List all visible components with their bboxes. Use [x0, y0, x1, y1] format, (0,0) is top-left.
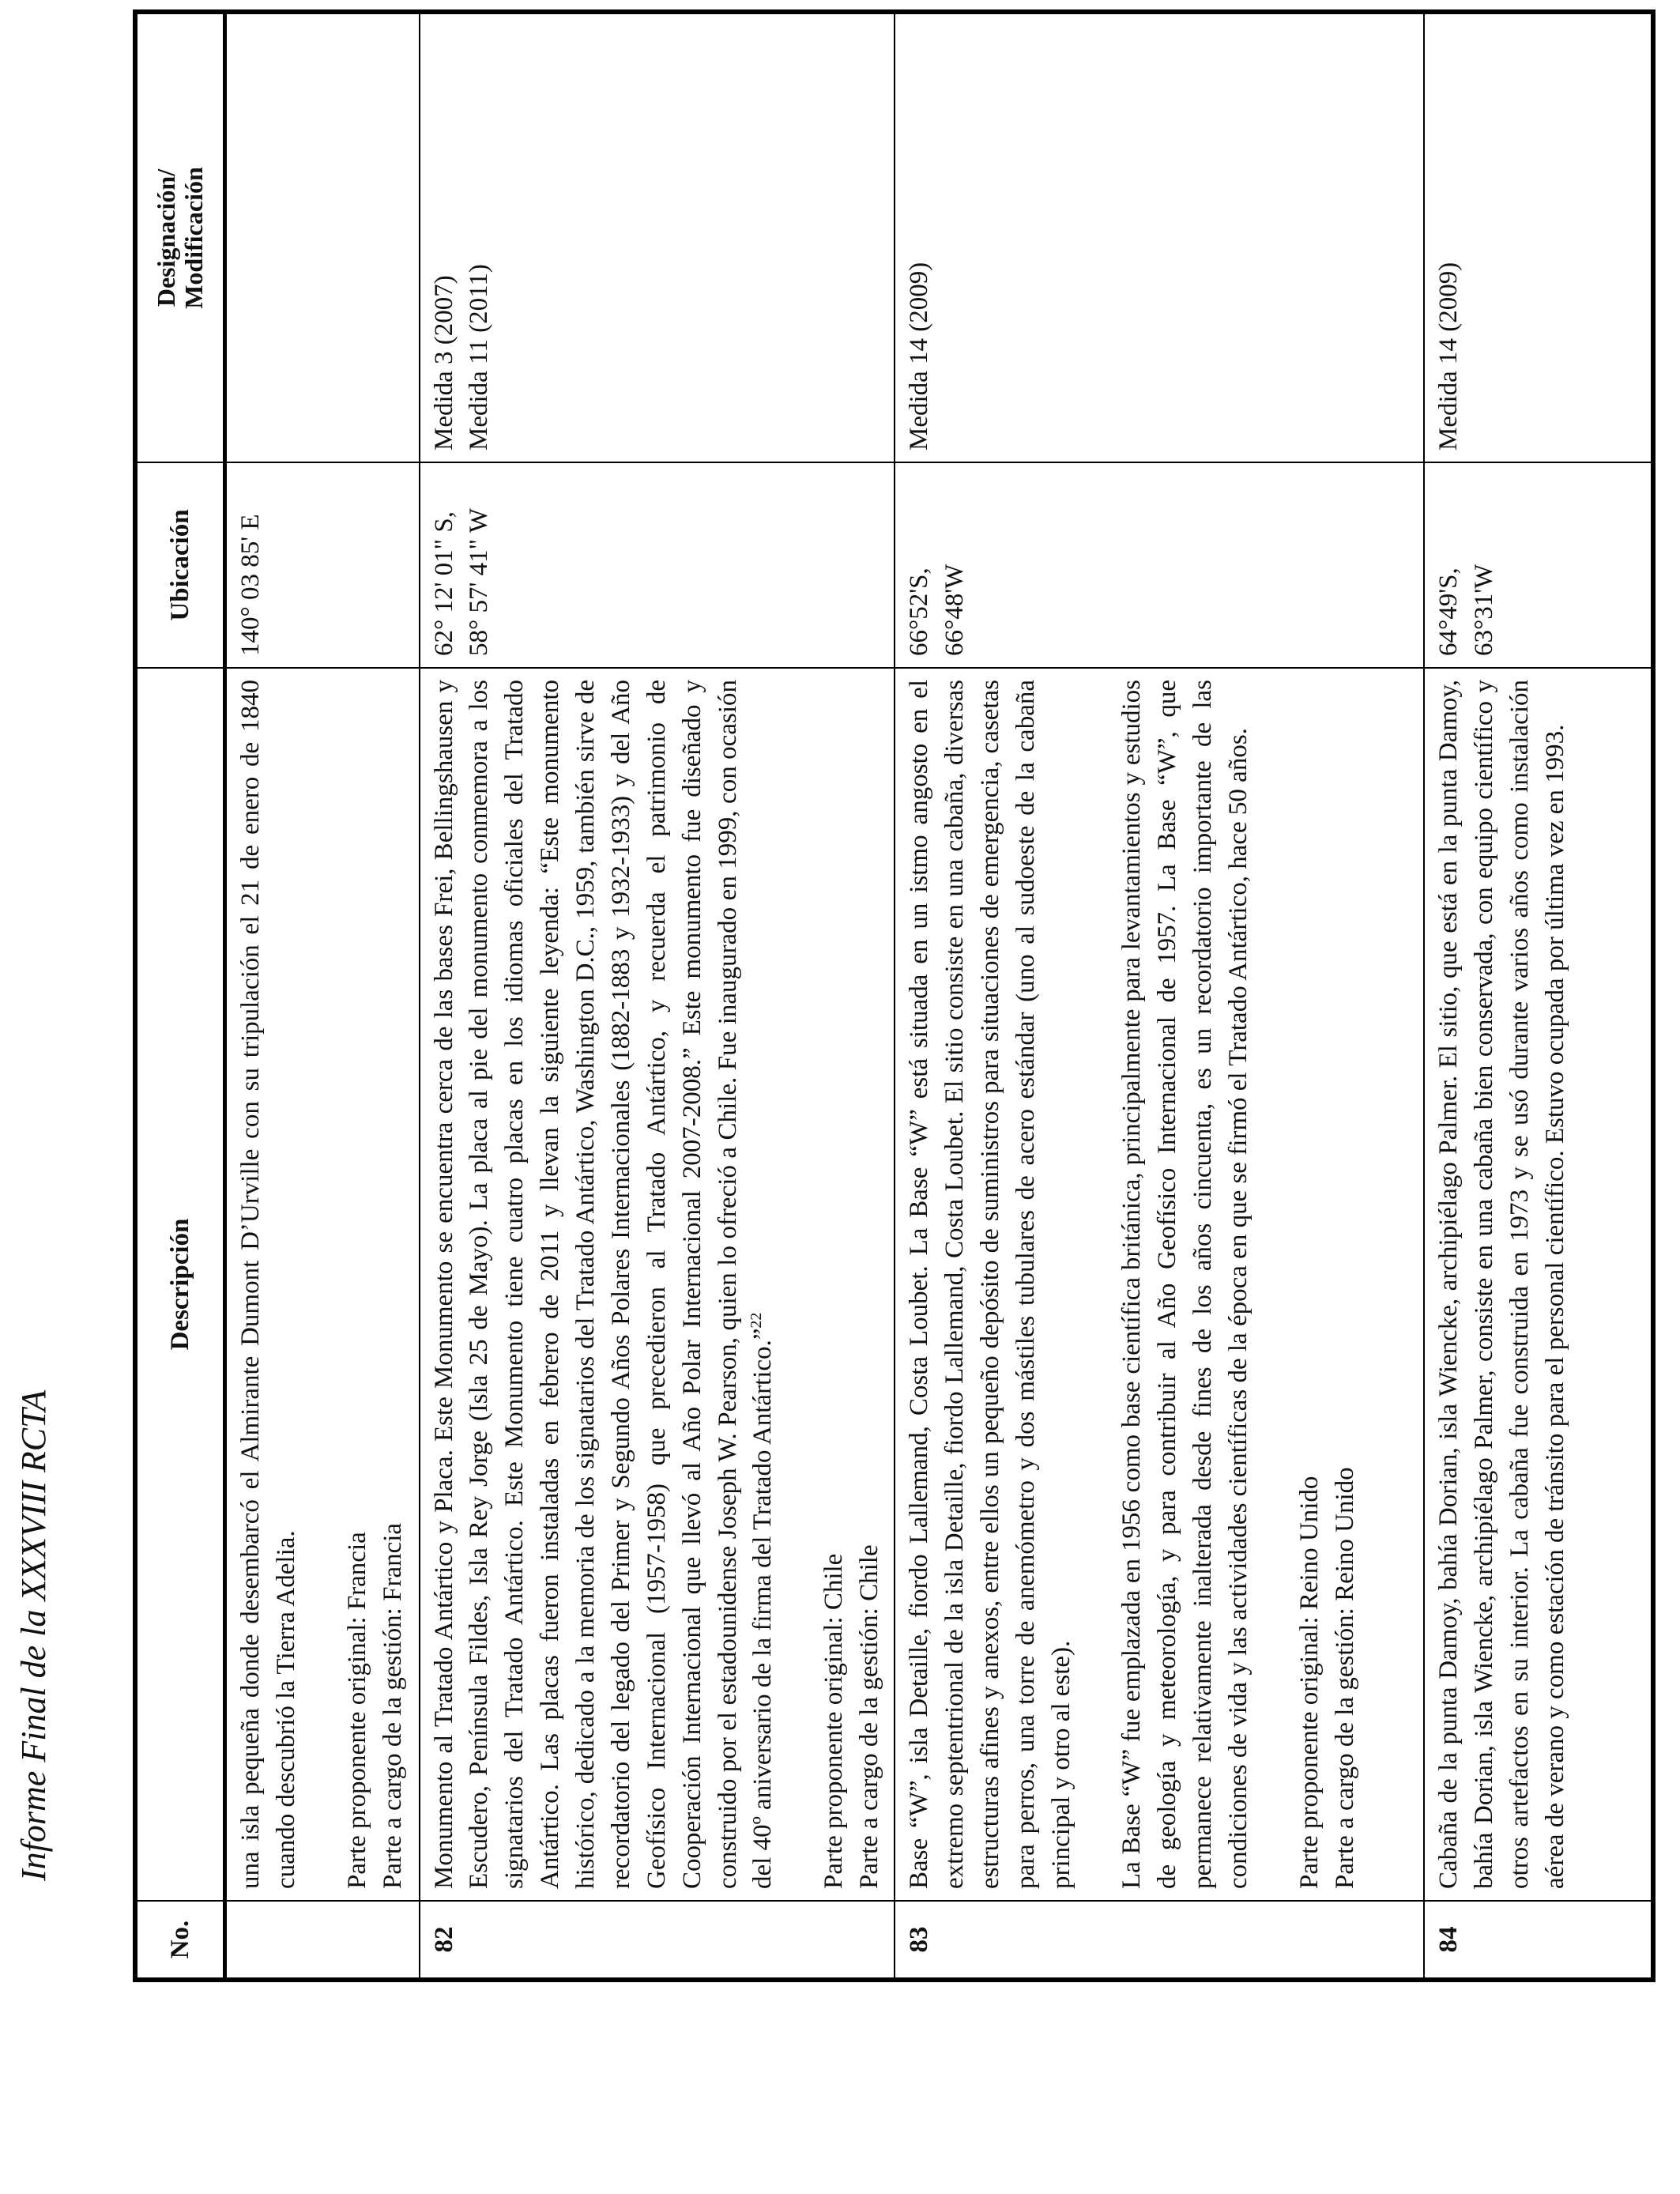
historic-sites-table — [133, 9, 1656, 1982]
location-line1: 140° 03 85' E — [236, 514, 265, 656]
original-proponent: Parte proponente original: Francia — [342, 1532, 371, 1889]
managing-party: Parte a cargo de la gestión: Francia — [378, 1522, 407, 1889]
site-number: 82 — [420, 1901, 895, 1980]
location-line2: 66°48'W — [940, 564, 969, 656]
column-header-description: Descripción — [135, 668, 225, 1901]
original-proponent: Parte proponente original: Reino Unido — [1294, 1476, 1324, 1889]
site-description — [225, 668, 420, 1901]
column-header-designation — [135, 12, 225, 462]
location-line2: 63°31'W — [1469, 564, 1498, 656]
table-row — [420, 12, 895, 1980]
site-location — [1424, 462, 1653, 668]
column-header-no: No. — [135, 1901, 225, 1980]
site-designation — [895, 12, 1424, 462]
table-row — [1424, 12, 1653, 1980]
location-line1: 66°52'S, — [905, 567, 933, 656]
table-row — [225, 12, 420, 1980]
site-description — [1424, 668, 1653, 1901]
designation-header-line1: Designación/ — [151, 168, 180, 307]
site-designation — [225, 12, 420, 462]
description-text — [427, 680, 782, 1889]
original-proponent: Parte proponente original: Chile — [819, 1553, 849, 1889]
site-number: 84 — [1424, 1901, 1653, 1980]
description-text-2: La Base “W” fue emplazada en 1956 como base científica británica, principalmente para levantamientos y estudios de geología y meteorología, y para contribuir al Año Geofísico Internacional de 1957. La Base “W”, que permanece relativamente inalterada desde fines de los años cincuenta, es un recordatorio importante de las condiciones de vida y las actividades científicas de la época en que se firmó el Tratado Antártico, hace 50 años. — [1117, 680, 1252, 1889]
page-header: Informe Final de la XXXVIII RCTA — [14, 1389, 53, 1881]
location-line1: 64°49'S, — [1434, 567, 1463, 656]
rotated-page — [133, 14, 1650, 1982]
table-header-row — [135, 12, 225, 1980]
footnote-marker: 22 — [748, 1312, 766, 1329]
column-header-location: Ubicación — [135, 462, 225, 668]
site-description — [895, 668, 1424, 1901]
site-number: 83 — [895, 1901, 1424, 1980]
site-location — [420, 462, 895, 668]
site-designation — [1424, 12, 1653, 462]
site-location — [225, 462, 420, 668]
designation-line1: Medida 3 (2007) — [429, 275, 458, 450]
managing-party: Parte a cargo de la gestión: Reino Unido — [1330, 1467, 1359, 1889]
table-row — [895, 12, 1424, 1980]
designation-line1: Medida 14 (2009) — [905, 262, 933, 450]
designation-header-line2: Modificación — [179, 167, 208, 309]
description-text: una isla pequeña donde desembarcó el Almirante Dumont D’Urville con su tripulación el 21 de enero de 1840 cuando descubrió la Tierra Adelia. — [236, 680, 300, 1889]
description-text: Cabaña de la punta Damoy, bahía Dorian, isla Wiencke, archipiélago Palmer. El sitio, que está en la punta Damoy, bahía Dorian, isla Wiencke, archipiélago Palmer, consiste en una cabaña bien conservada, con equipo científico y otros artefactos en su interior. La cabaña fue construida en 1973 y se usó durante varios años como instalación aérea de verano y como estación de tránsito para el personal científico. Estuvo ocupada por última vez en 1993. — [1434, 680, 1569, 1889]
site-designation — [420, 12, 895, 462]
site-location — [895, 462, 1424, 668]
site-description — [420, 668, 895, 1901]
site-number — [225, 1901, 420, 1980]
location-line1: 62° 12' 01" S, — [429, 511, 458, 656]
location-line2: 58° 57' 41" W — [465, 508, 494, 656]
designation-line2: Medida 11 (2011) — [465, 264, 494, 450]
description-text: Base “W”, isla Detaille, fiordo Lallemand, Costa Loubet. La Base “W” está situada en un istmo angosto en el extremo septentrional de la isla Detaille, fiordo Lallemand, Costa Loubet. El sitio consiste en una cabaña, diversas estructuras afines y anexos, entre ellos un pequeño depósito de suministros para situaciones de emergencia, casetas para perros, una torre de anemómetro y dos mástiles tubulares de acero estándar (uno al sudoeste de la cabaña principal y otro al este). — [905, 680, 1075, 1889]
designation-line1: Medida 14 (2009) — [1434, 262, 1463, 450]
description-body: Monumento al Tratado Antártico y Placa. Este Monumento se encuentra cerca de las bases Frei, Bellingshausen y Escudero, Península Fildes, Isla Rey Jorge (Isla 25 de Mayo). La placa al pie del monumento conmemora a los signatarios del Tratado Antártico. Este Monumento tiene cuatro placas en los idiomas oficiales del Tratado Antártico. Las placas fueron instaladas en febrero de 2011 y llevan la siguiente leyenda: “Este monumento histórico, dedicado a la memoria de los signatarios del Tratado Antártico, Washington D.C., 1959, también sirve de recordatorio del legado del Primer y Segundo Años Polares Internacionales (1882-1883 y 1932-1933) y del Año Geofísico Internacional (1957-1958) que precedieron al Tratado Antártico, y recuerda el patrimonio de Cooperación Internacional que llevó al Año Polar Internacional 2007-2008.” Este monumento fue diseñado y construido por el estadounidense Joseph W. Pearson, quien lo ofreció a Chile. Fue inaugurado en 1999, con ocasión del 40º aniversario de la firma del Tratado Antártico.” — [429, 680, 778, 1889]
managing-party: Parte a cargo de la gestión: Chile — [855, 1544, 884, 1889]
